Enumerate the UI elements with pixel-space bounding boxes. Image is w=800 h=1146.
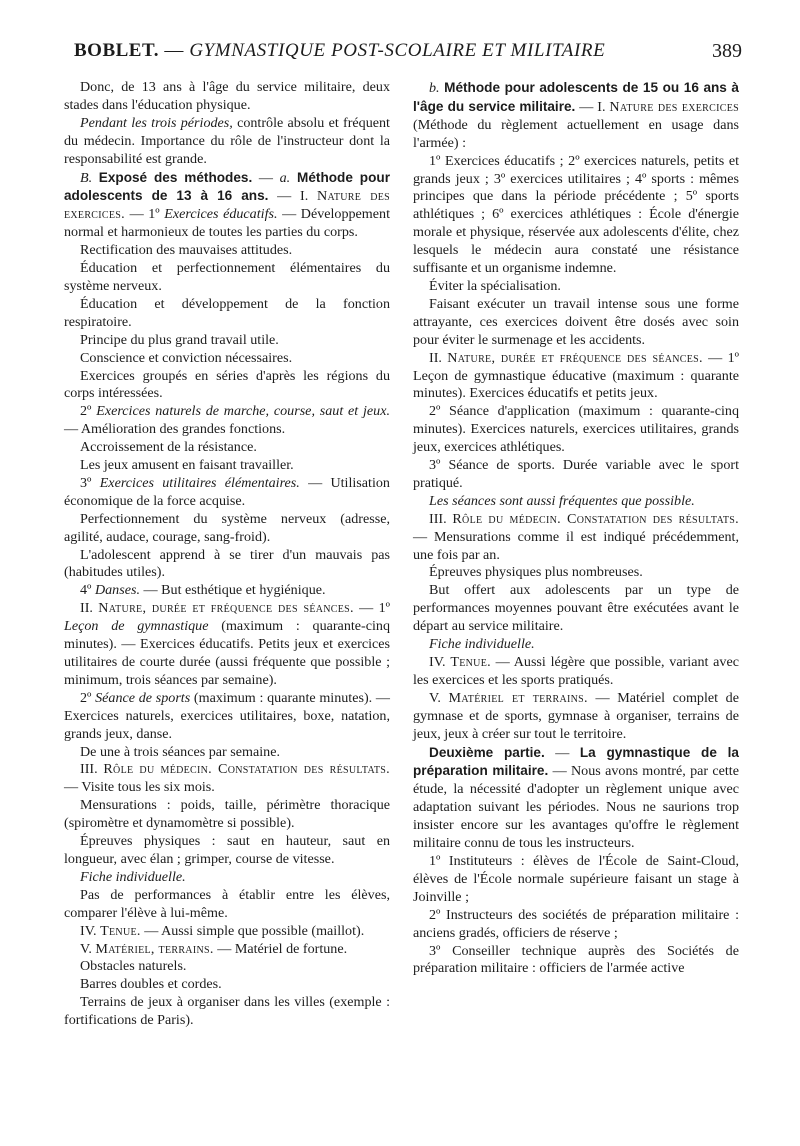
running-header bbox=[74, 40, 742, 74]
paragraph: IV. Tenue. — Aussi simple que possible (maillot). bbox=[80, 922, 365, 939]
paragraph: Barres doubles et cordes. bbox=[80, 976, 222, 993]
paragraph: Obstacles naturels. bbox=[80, 958, 187, 975]
paragraph: V. Matériel et terrains. — Matériel complet de gymnase et de sports, gymnase à organiser, terrains de jeux, jeux à créer sur tout le territoire. bbox=[413, 689, 739, 742]
paragraph: 3º Séance de sports. Durée variable avec le sport pratiqué. bbox=[413, 457, 739, 491]
part-two-heading: Deuxième partie. — La gymnastique de la préparation militaire. — Nous avons montré, par cette étude, la nécessité d'adopter un règlement unique avec adaptation suivant les périodes. Nous ne saurions trop insister encore sur les avantages qu'offre le règlement militaire connu de tous les instructeurs. bbox=[413, 744, 739, 852]
paragraph: 3º Conseiller technique auprès des Sociétés de préparation militaire : officiers de l'armée active bbox=[413, 942, 739, 977]
paragraph: Fiche individuelle. bbox=[429, 636, 535, 653]
paragraph: But offert aux adolescents par un type de performances moyennes pouvant être exécutées avant le départ au service militaire. bbox=[413, 582, 739, 635]
paragraph: IV. Tenue. — Aussi légère que possible, variant avec les exercices et les sports pratiqués. bbox=[413, 654, 739, 688]
paragraph: Éviter la spécialisation. bbox=[429, 277, 561, 294]
paragraph: III. Rôle du médecin. Constatation des résultats. — Visite tous les six mois. bbox=[64, 761, 390, 796]
paragraph: Donc, de 13 ans à l'âge du service militaire, deux stades dans l'éducation physique. bbox=[64, 79, 390, 113]
paragraph: De une à trois séances par semaine. bbox=[80, 743, 280, 760]
page-number: 389 bbox=[712, 40, 742, 62]
paragraph: II. Nature, durée et fréquence des séances. — 1º Leçon de gymnastique éducative (maximum : quarante minutes). Exercices éducatifs et petits jeux. bbox=[413, 349, 740, 402]
paragraph: Rectification des mauvaises attitudes. bbox=[80, 242, 293, 259]
paragraph: Éducation et perfectionnement élémentaires du système nerveux. bbox=[64, 260, 390, 294]
paragraph: III. Rôle du médecin. Constatation des résultats. — Mensurations comme il est indiqué précédemment, une fois par an. bbox=[413, 510, 739, 563]
paragraph: Les séances sont aussi fréquentes que possible. bbox=[429, 492, 695, 509]
header-title: GYMNASTIQUE POST-SCOLAIRE ET MILITAIRE bbox=[189, 40, 606, 61]
paragraph: 2º Exercices naturels de marche, course, saut et jeux. — Amélioration des grandes fonctions. bbox=[64, 403, 390, 438]
paragraph: 3º Exercices utilitaires élémentaires. — Utilisation économique de la force acquise. bbox=[64, 474, 390, 509]
header-dash: — bbox=[164, 40, 184, 61]
paragraph: Faisant exécuter un travail intense sous une forme attrayante, ces exercices doivent être dosés avec soin pour éviter le surmenage et les accidents. bbox=[413, 295, 739, 348]
paragraph: Terrains de jeux à organiser dans les villes (exemple : fortifications de Paris). bbox=[64, 994, 390, 1029]
left-column bbox=[64, 79, 390, 1030]
paragraph: 4º Danses. — But esthétique et hygiénique. bbox=[80, 582, 326, 599]
paragraph: 2º Séance de sports (maximum : quarante minutes). — Exercices naturels, exercices utilitaires, boxe, natation, grands jeux, danse. bbox=[64, 689, 390, 742]
paragraph: 2º Instructeurs des sociétés de préparation militaire : anciens gradés, officiers de réserve ; bbox=[413, 906, 739, 941]
paragraph: 1º Instituteurs : élèves de l'École de Saint-Cloud, élèves de l'École normale supérieure faisant un stage à Joinville ; bbox=[413, 852, 739, 905]
paragraph: Fiche individuelle. bbox=[80, 868, 186, 885]
paragraph: Éducation et développement de la fonction respiratoire. bbox=[64, 295, 390, 330]
paragraph: II. Nature, durée et fréquence des séances. — 1º Leçon de gymnastique (maximum : quarante-cinq minutes). — Exercices éducatifs. Petits jeux et exercices utilitaires de courte durée (aussi fréquente que possible ; minimum, trois séances par semaine). bbox=[64, 600, 391, 688]
header-author: BOBLET. bbox=[74, 40, 159, 61]
paragraph: V. Matériel, terrains. — Matériel de fortune. bbox=[80, 940, 348, 957]
paragraph: Principe du plus grand travail utile. bbox=[80, 331, 279, 348]
paragraph: Conscience et conviction nécessaires. bbox=[80, 349, 293, 366]
paragraph: Les jeux amusent en faisant travailler. bbox=[80, 457, 294, 474]
paragraph: Mensurations : poids, taille, périmètre thoracique (spiromètre et dynamomètre si possible). bbox=[64, 797, 390, 832]
paragraph: Exercices groupés en séries d'après les régions du corps intéressées. bbox=[64, 367, 390, 402]
paragraph: Pas de performances à établir entre les élèves, comparer l'élève à lui-même. bbox=[64, 886, 390, 921]
paragraph: 2º Séance d'application (maximum : quarante-cinq minutes). Exercices naturels, exercices utilitaires, grands jeux, exercices athlétiques. bbox=[413, 403, 739, 456]
paragraph: Perfectionnement du système nerveux (adresse, agilité, audace, courage, sang-froid). bbox=[64, 510, 390, 545]
section-b-heading: B. Exposé des méthodes. — a. Méthode pour adolescents de 13 à 16 ans. — I. Nature des exercices. — 1º Exercices éducatifs. — Développement normal et harmonieux de toutes les parties du corps. bbox=[64, 169, 391, 241]
right-column bbox=[413, 79, 739, 978]
running-title bbox=[74, 40, 605, 62]
section-b-method-heading: b. Méthode pour adolescents de 15 ou 16 ans à l'âge du service militaire. — I. Nature des exercices (Méthode du règlement actuellement en usage dans l'armée) : bbox=[413, 80, 739, 151]
paragraph: Accroissement de la résistance. bbox=[80, 439, 257, 456]
paragraph: Épreuves physiques plus nombreuses. bbox=[429, 564, 643, 581]
paragraph: Pendant les trois périodes, contrôle absolu et fréquent du médecin. Importance du rôle de l'instructeur dont la responsabilité est grande. bbox=[64, 114, 390, 167]
paragraph: L'adolescent apprend à se tirer d'un mauvais pas (habitudes utiles). bbox=[64, 546, 390, 581]
paragraph: 1º Exercices éducatifs ; 2º exercices naturels, petits et grands jeux ; 3º exercices utilitaires ; 4º sports : mêmes principes que dans la période précédente ; 5º sports athlétiques ; 6º exercices athlétiques : École d'énergie morale et physique, réservée aux adolescents d'élite, chez lesquels le médecin aura constaté une résistance suffisante et un organisme indemne. bbox=[413, 152, 739, 277]
paragraph: Épreuves physiques : saut en hauteur, saut en longueur, avec élan ; grimper, course de vitesse. bbox=[64, 833, 390, 867]
